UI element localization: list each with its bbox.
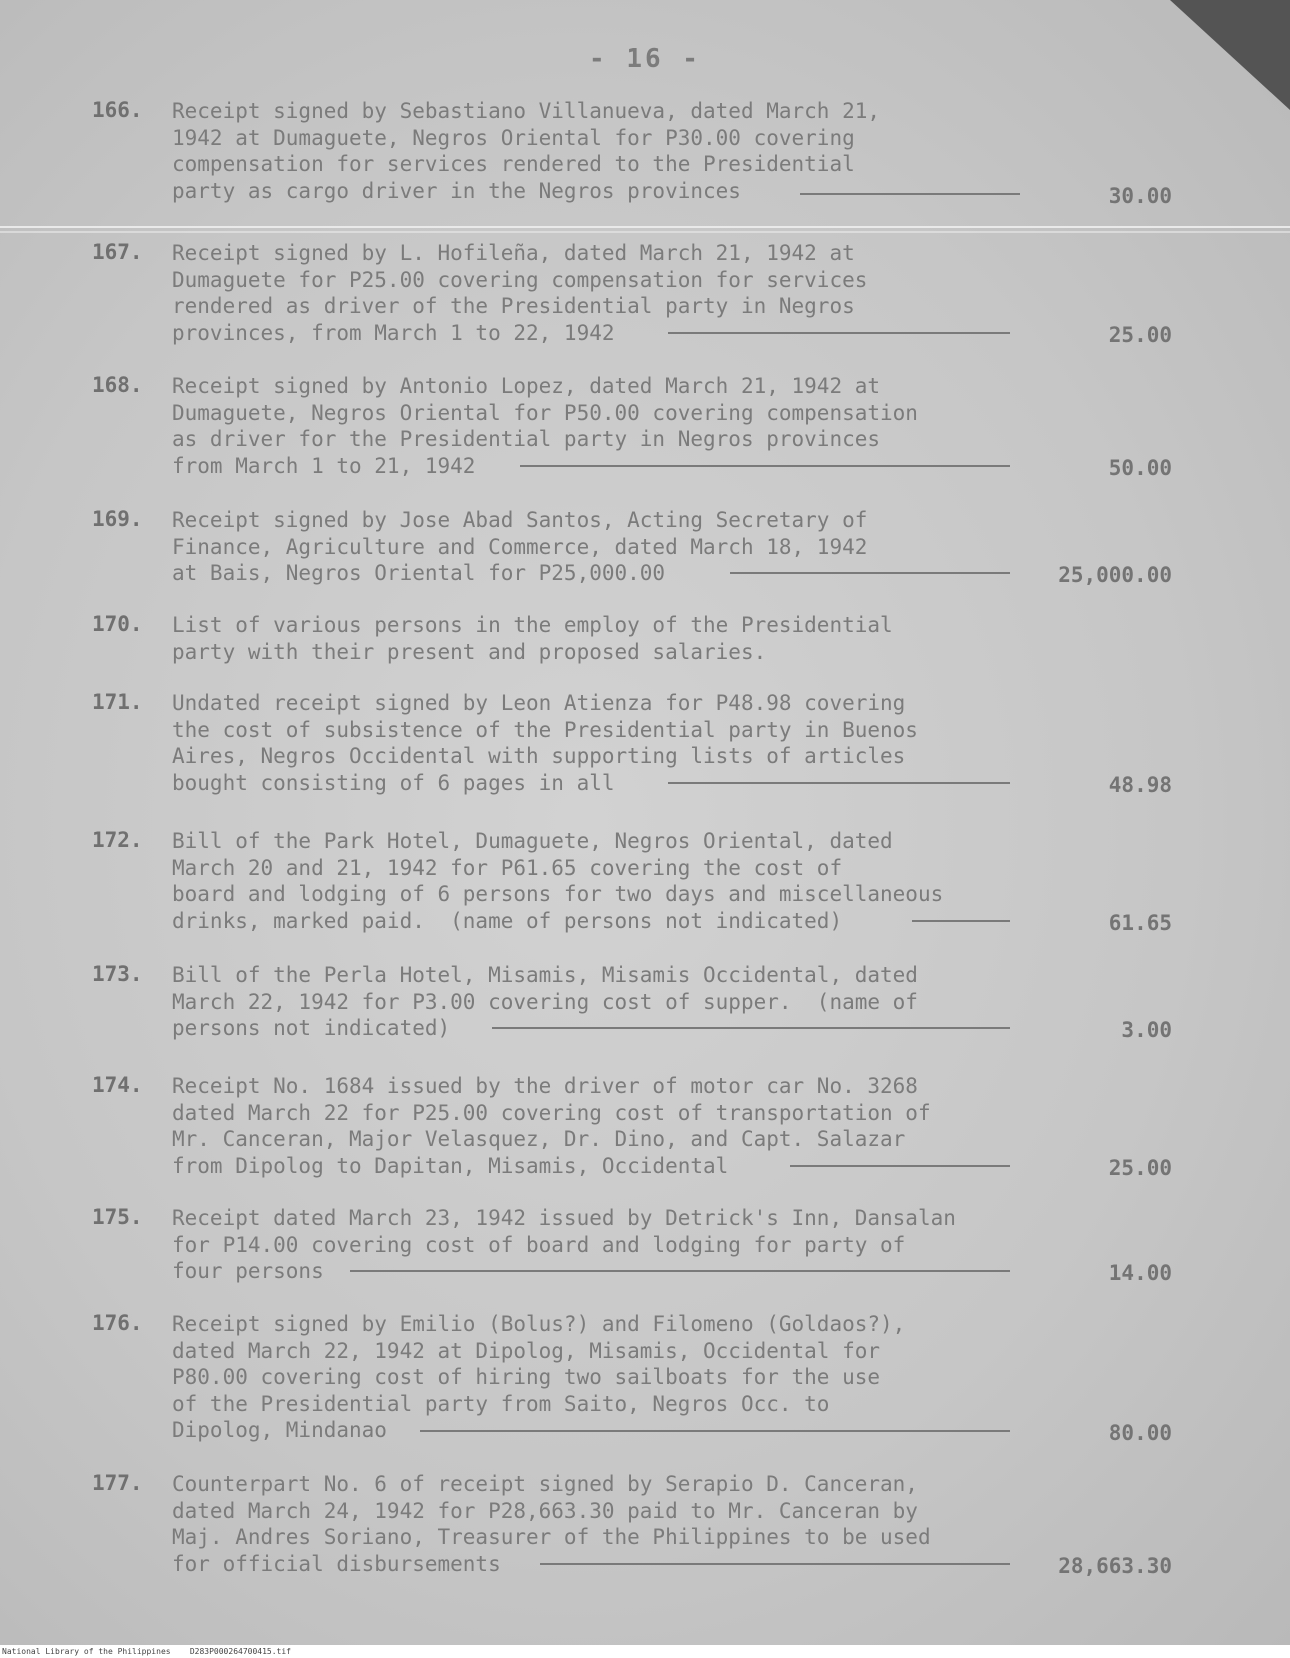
leader-line [668,332,1010,334]
entry-amount: 25.00 [1108,1156,1172,1180]
entry-amount: 28,663.30 [1058,1554,1172,1578]
leader-line [730,572,1010,574]
scan-line [0,226,1290,228]
leader-line [350,1270,1010,1272]
leader-line [420,1430,1010,1432]
leader-line [800,193,1020,195]
entry-number: 167. [92,240,143,264]
entry-number: 172. [92,828,143,852]
entry-description: Receipt dated March 23, 1942 issued by Detrick's Inn, Dansalan for P14.00 covering cost of board and lodging for party of four persons [172,1206,956,1283]
entry-amount: 25,000.00 [1058,563,1172,587]
entry-description: List of various persons in the employ of the Presidential party with their present and proposed salaries. [172,613,893,664]
entry-description: Receipt signed by Antonio Lopez, dated March 21, 1942 at Dumaguete, Negros Oriental for P50.00 covering compensation as driver for the Presidential party in Negros provinces from March 1 to 21, 1942 [172,374,918,478]
entry-description: Counterpart No. 6 of receipt signed by Serapio D. Canceran, dated March 24, 1942 for P28,663.30 paid to Mr. Canceran by Maj. Andres Soriano, Treasurer of the Philippines to be used for official disbursements [172,1472,931,1576]
entry-description: Bill of the Perla Hotel, Misamis, Misamis Occidental, dated March 22, 1942 for P3.00 covering cost of supper. (name of persons not indicated) [172,963,918,1040]
scan-line [0,231,1290,233]
entry-amount: 3.00 [1121,1018,1172,1042]
leader-line [492,1027,1010,1029]
leader-line [668,782,1010,784]
scan-footer: National Library of the Philippines D283P000264700415.tif [0,1645,1290,1658]
entry-number: 169. [92,507,143,531]
entry-number: 176. [92,1311,143,1335]
entry-number: 174. [92,1073,143,1097]
entry-amount: 14.00 [1108,1261,1172,1285]
entry-number: 175. [92,1205,143,1229]
leader-line [912,920,1010,922]
entry-description: Receipt signed by Sebastiano Villanueva, dated March 21, 1942 at Dumaguete, Negros Oriental for P30.00 covering compensation for services rendered to the Presidential party as cargo driver in the Negros provinces [172,99,881,203]
entry-description: Receipt signed by L. Hofileña, dated March 21, 1942 at Dumaguete for P25.00 covering compensation for services rendered as driver of the Presidential party in Negros provinces, from March 1 to 22, 1942 [172,241,868,345]
entry-description: Undated receipt signed by Leon Atienza for P48.98 covering the cost of subsistence of the Presidential party in Buenos Aires, Negros Occidental with supporting lists of articles bought consisting of 6 pages in all [172,691,918,795]
entry-description: Receipt signed by Emilio (Bolus?) and Filomeno (Goldaos?), dated March 22, 1942 at Dipolog, Misamis, Occidental for P80.00 covering cost of hiring two sailboats for the use of the Presidential party from Saito, Negros Occ. to Dipolog, Mindanao [172,1312,906,1442]
leader-line [540,1563,1010,1565]
entry-description: Receipt No. 1684 issued by the driver of motor car No. 3268 dated March 22 for P25.00 covering cost of transportation of Mr. Canceran, Major Velasquez, Dr. Dino, and Capt. Salazar from Dipolog to Dapitan, Misamis, Occidental [172,1074,931,1178]
entry-number: 171. [92,690,143,714]
leader-line [790,1165,1010,1167]
entry-amount: 80.00 [1108,1421,1172,1445]
entry-number: 168. [92,373,143,397]
entry-description: Bill of the Park Hotel, Dumaguete, Negros Oriental, dated March 20 and 21, 1942 for P61.65 covering the cost of board and lodging of 6 persons for two days and miscellaneous drinks, marked paid. (name of persons not indicated) [172,829,944,933]
entry-number: 177. [92,1471,143,1495]
entry-description: Receipt signed by Jose Abad Santos, Acting Secretary of Finance, Agriculture and Commerce, dated March 18, 1942 at Bais, Negros Oriental for P25,000.00 [172,508,868,585]
entry-amount: 25.00 [1108,323,1172,347]
entry-number: 170. [92,612,143,636]
entry-amount: 30.00 [1108,184,1172,208]
entry-number: 173. [92,962,143,986]
leader-line [520,465,1010,467]
entry-amount: 50.00 [1108,456,1172,480]
page-number: - 16 - [589,44,701,74]
entry-number: 166. [92,98,143,122]
entry-amount: 48.98 [1108,773,1172,797]
entry-amount: 61.65 [1108,911,1172,935]
